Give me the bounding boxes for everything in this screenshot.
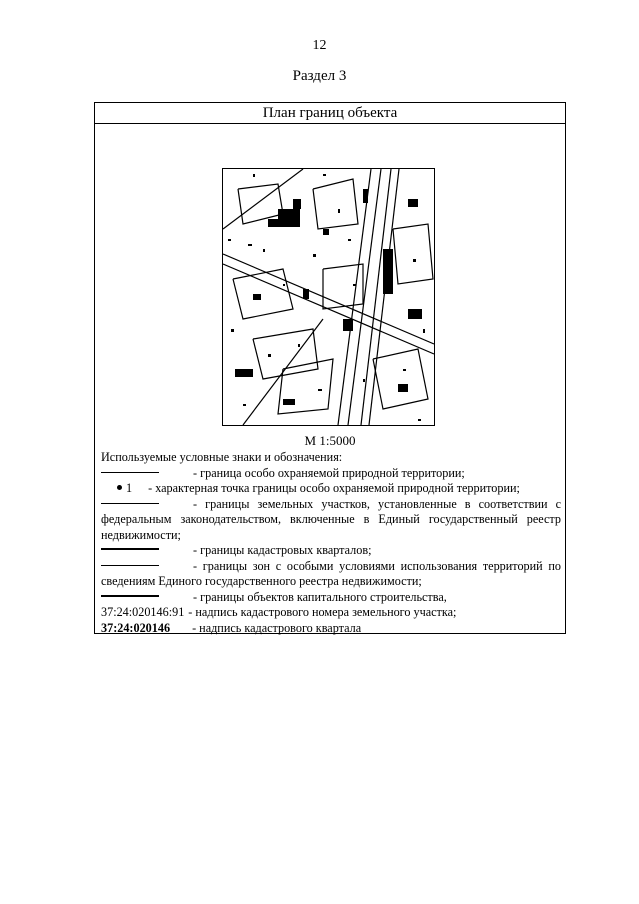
legend-text: - надпись кадастрового номера земельного участка; [188,605,457,619]
legend-text: - характерная точка границы особо охраняемой природной территории; [148,481,520,495]
thick-line-symbol [101,595,159,597]
frame-header: План границ объекта [95,103,565,124]
legend-text: - границы кадастровых кварталов; [193,543,372,557]
thin-line-symbol [101,565,159,566]
section-title: Раздел 3 [292,68,347,84]
point-symbol [117,481,132,497]
legend-title: Используемые условные знаки и обозначения: [101,450,343,464]
point-dot-icon [117,485,122,490]
legend-item [101,559,561,590]
legend-text: - граница особо охраняемой природной территории; [193,465,465,480]
boundary-plan-frame [94,102,566,634]
map-scale: М 1:5000 [304,433,356,448]
legend-item [101,590,561,606]
page-number: 12 [312,38,327,53]
boundary-map-drawing [223,169,434,425]
legend-item [101,466,561,482]
boundary-map [222,168,435,426]
legend-item [101,497,561,544]
legend-item [101,543,561,559]
legend-item [101,621,561,637]
point-label: 1 [126,481,133,495]
quarter-number-sample: 37:24:020146 [101,620,171,635]
legend-text: - надпись кадастрового квартала [192,620,362,635]
legend-text: - границы земельных участков, установленные в соответствии с федеральным законодательством, включенные в Единый государственный реестр недвижимости; [101,496,561,542]
thin-line-symbol [101,472,159,473]
legend [101,450,561,636]
legend-item [101,481,561,497]
legend-text: - границы объектов капитального строительства, [193,589,447,604]
legend-item [101,605,561,621]
legend-text: - границы зон с особыми условиями использования территорий по сведениям Единого государственного реестра недвижимости; [101,558,561,588]
parcel-number-sample: 37:24:020146:91 [101,605,185,619]
thin-line-symbol [101,503,159,504]
thick-line-symbol [101,548,159,550]
